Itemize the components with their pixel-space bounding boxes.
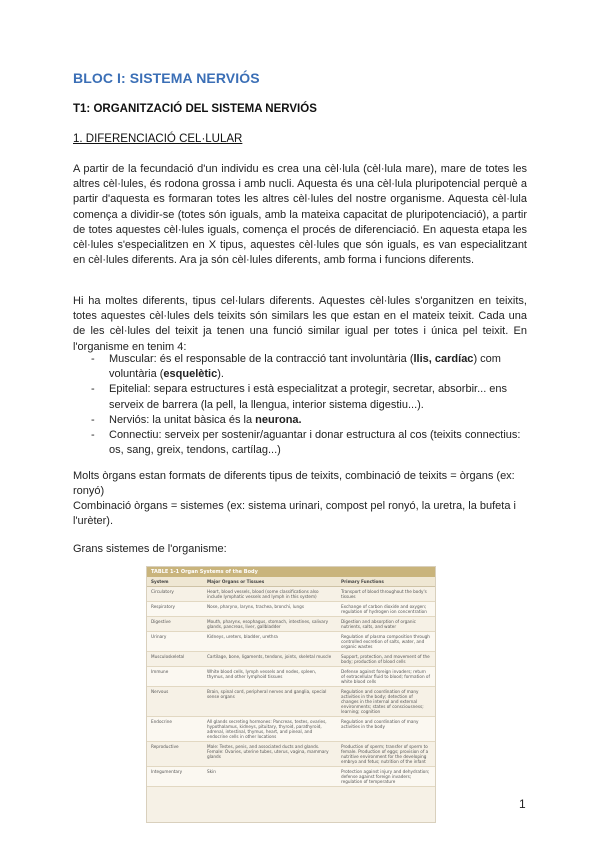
- paragraph-cell-differentiation: A partir de la fecundació d'un individu es crea una cèl·lula (cèl·lula mare), mare de totes les altres cèl·lules, és rodona grossa i amb nucli. Aquesta és una cèl·lula pluripotencial perquè a partir d'aquesta es formaran totes les altres cèl·lules del nostre organisme. Aquesta cèl·lula comença a dividir-se (totes són iguals, amb la mateixa capacitat de pluripotenciació), a partir de totes aquestes cèl·lules iguals, comença el procés de diferenciació. En aquesta etapa les cèl·lules s'especialitzen en X tipus, aquestes cèl·lules que són iguals, es van especialitzant en cèl·lules diferents. Ara ja són cèl·lules diferents, amb forma i funcions diferents.: [73, 163, 527, 267]
- table-cell-functions: Digestion and absorption of organic nutrients, salts, and water: [341, 619, 416, 629]
- muscular-voluntary-bold: esquelètic: [163, 368, 218, 381]
- table-cell-functions: Protection against injury and dehydration; defense against foreign invaders; regulation of temperature: [341, 769, 430, 784]
- table-row: [147, 687, 435, 717]
- neurona-bold: neurona.: [255, 413, 302, 426]
- muscular-text-3: ).: [217, 368, 224, 381]
- table-cell-organs: Skin: [207, 769, 216, 774]
- dash-bullet: -: [91, 413, 95, 426]
- page-number: 1: [519, 797, 526, 811]
- table-caption: TABLE 1-1 Organ Systems of the Body: [147, 567, 435, 577]
- dash-bullet: -: [91, 353, 95, 365]
- paragraph-organs: Molts òrgans estan formats de diferents tipus de teixits, combinació de teixits = òrgans (ex: ronyó): [73, 470, 515, 498]
- table-cell-functions: Regulation and coordination of many activities in the body; detection of changes in the internal and external environments; states of consciousness; learning; cognition: [341, 689, 424, 714]
- table-row: [147, 632, 435, 652]
- table-cell-organs: All glands secreting hormones: Pancreas, testes, ovaries, hypothalamus, kidneys, pituitary, thyroid, parathyroid, adrenal, intestinal, thymus, heart, and pineal, and endocrine cells in other locations: [207, 719, 327, 739]
- paragraph-tissues: Hi ha moltes diferents, tipus cel·lulars diferents. Aquestes cèl·lules s'organitzen en teixits, totes aquestes cèl·lules dels teixits són similars les que estan en el mateix teixit. Cada una de les cèl·lules del teixit ja tenen una funció similar igual per totes i única pel teixit. En l'organisme en tenim 4:: [73, 295, 527, 353]
- table-cell-organs: Heart, blood vessels, blood (some classifications also include lymphatic vessels and lymph in this system): [207, 589, 319, 599]
- table-cell-system: Circulatory: [151, 589, 174, 594]
- paragraph-systems: Combinació òrgans = sistemes (ex: sistema urinari, compost pel ronyó, la uretra, la bufeta i l'urèter).: [73, 500, 516, 528]
- table-cell-system: Urinary: [151, 634, 167, 639]
- section-title: 1. DIFERENCIACIÓ CEL·LULAR: [73, 133, 243, 145]
- list-item-muscular: [73, 352, 527, 382]
- table-cell-organs: Brain, spinal cord, peripheral nerves and ganglia, special sense organs: [207, 689, 327, 699]
- table-cell-functions: Regulation of plasma composition through controlled excretion of salts, water, and organic wastes: [341, 634, 430, 649]
- muscular-involuntary-bold: llis, cardíac: [413, 353, 474, 365]
- table-row: [147, 602, 435, 617]
- muscular-text: Muscular: és el responsable de la contracció tant involuntària (: [109, 353, 414, 365]
- paragraph-major-systems: Grans sistemes de l'organisme:: [73, 543, 227, 555]
- table-cell-system: Respiratory: [151, 604, 175, 609]
- table-cell-organs: White blood cells, lymph vessels and nodes, spleen, thymus, and other lymphoid tissues: [207, 669, 317, 679]
- table-row: [147, 587, 435, 602]
- table-cell-system: Endocrine: [151, 719, 172, 724]
- table-cell-system: Digestive: [151, 619, 171, 624]
- table-header-functions: Primary Functions: [341, 579, 384, 584]
- nervios-text: Nerviós: la unitat bàsica és la: [109, 413, 256, 426]
- table-body: [147, 587, 435, 787]
- table-row: [147, 617, 435, 632]
- table-header-organs: Major Organs or Tissues: [207, 579, 265, 584]
- table-row: [147, 767, 435, 787]
- list-item-epitelial: [73, 382, 527, 412]
- table-cell-organs: Nose, pharynx, larynx, trachea, bronchi, lungs: [207, 604, 304, 609]
- table-row: [147, 667, 435, 687]
- table-row: [147, 717, 435, 742]
- table-cell-system: Nervous: [151, 689, 169, 694]
- dash-bullet: -: [91, 383, 95, 396]
- list-item-nervios: [73, 413, 527, 428]
- table-cell-functions: Transport of blood throughout the body's tissues: [341, 589, 427, 599]
- organ-systems-table-image: [146, 566, 436, 823]
- table-cell-functions: Regulation and coordination of many activities in the body: [341, 719, 419, 729]
- table-cell-functions: Exchange of carbon dioxide and oxygen; regulation of hydrogen ion concentration: [341, 604, 427, 614]
- table-row: [147, 742, 435, 767]
- table-cell-organs: Cartilage, bone, ligaments, tendons, joints, skeletal muscle: [207, 654, 332, 659]
- table-cell-organs: Mouth, pharynx, esophagus, stomach, intestines, salivary glands, pancreas, liver, gallbladder: [207, 619, 329, 629]
- epitelial-text: Epitelial: separa estructures i està especialitzat a protegir, secretar, absorbir... ens serveix de barrera (la pell, la llengua, interior sistema digestiu...).: [109, 383, 508, 411]
- table-cell-organs: Male: Testes, penis, and associated ducts and glands. Female: Ovaries, uterine tubes, uterus, vagina, mammary glands: [207, 744, 329, 759]
- table-header-system: System: [151, 579, 169, 584]
- connectiu-text: Connectiu: serveix per sostenir/aguantar i donar estructura al cos (teixits connectius: os, sang, greix, tendons, cartílag...): [109, 429, 521, 457]
- topic-title: T1: ORGANITZACIÓ DEL SISTEMA NERVIÓS: [73, 103, 317, 115]
- table-cell-functions: Support, protection, and movement of the body; production of blood cells: [341, 654, 430, 664]
- table-cell-functions: Defense against foreign invaders; return of extracellular fluid to blood; formation of white blood cells: [341, 669, 430, 684]
- tissue-types-list: [73, 352, 527, 458]
- table-row: [147, 652, 435, 667]
- table-header-row: [147, 577, 435, 587]
- list-item-connectiu: [73, 428, 527, 458]
- table-cell-functions: Production of sperm; transfer of sperm to female. Production of eggs; provision of a nutritive environment for the developing embryo and fetus; nutrition of the infant: [341, 744, 429, 764]
- table-cell-system: Integumentary: [151, 769, 183, 774]
- table-cell-system: Immune: [151, 669, 169, 674]
- table-cell-system: Musculoskeletal: [151, 654, 185, 659]
- dash-bullet: -: [91, 429, 95, 442]
- muscular-text-2: ) com voluntària (: [109, 353, 501, 381]
- bloc-title: BLOC I: SISTEMA NERVIÓS: [73, 70, 260, 86]
- table-cell-organs: Kidneys, ureters, bladder, urethra: [207, 634, 278, 639]
- table-cell-system: Reproductive: [151, 744, 179, 749]
